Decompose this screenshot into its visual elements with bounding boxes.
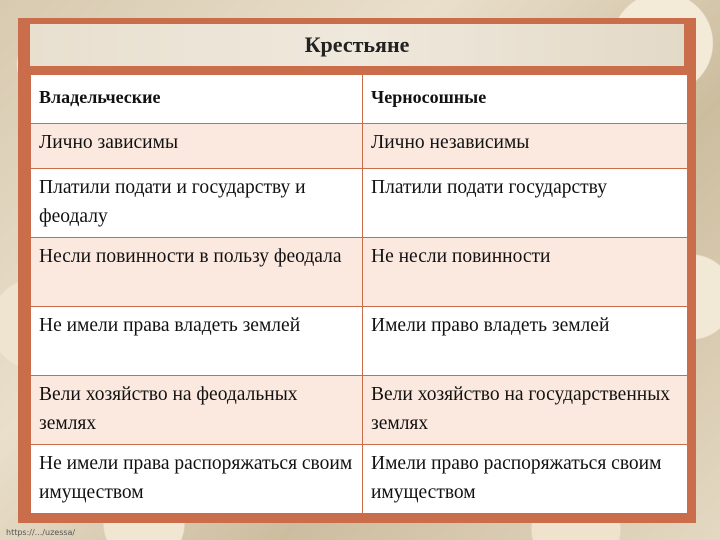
- table-row: [31, 376, 688, 445]
- header-cell-state: Черносошные: [363, 75, 688, 124]
- table-cell: Несли повинности в пользу феодала: [31, 238, 363, 307]
- title-bar: [30, 24, 684, 66]
- table-row: [31, 307, 688, 376]
- table-cell: Лично независимы: [363, 124, 688, 169]
- table-cell: Не имели права распоряжаться своим имуществом: [31, 445, 363, 514]
- table-cell: Лично зависимы: [31, 124, 363, 169]
- table-cell: Вели хозяйство на государственных землях: [363, 376, 688, 445]
- table-cell: Имели право распоряжаться своим имуществом: [363, 445, 688, 514]
- table-cell: Не несли повинности: [363, 238, 688, 307]
- table-container: [22, 22, 692, 519]
- table-row: [31, 445, 688, 514]
- table-cell: Платили подати государству: [363, 169, 688, 238]
- page-title: Крестьяне: [304, 32, 410, 57]
- table-row: [31, 169, 688, 238]
- table-cell: Не имели права владеть землей: [31, 307, 363, 376]
- table-header-row: [31, 75, 688, 124]
- table-cell: Платили подати и государству и феодалу: [31, 169, 363, 238]
- header-cell-owned: Владельческие: [31, 75, 363, 124]
- table-row: [31, 238, 688, 307]
- comparison-table: [30, 74, 688, 514]
- table-frame: [18, 18, 696, 523]
- source-credit: https://.../uzessa/: [6, 528, 76, 537]
- table-cell: Вели хозяйство на феодальных землях: [31, 376, 363, 445]
- table-cell: Имели право владеть землей: [363, 307, 688, 376]
- table-row: [31, 124, 688, 169]
